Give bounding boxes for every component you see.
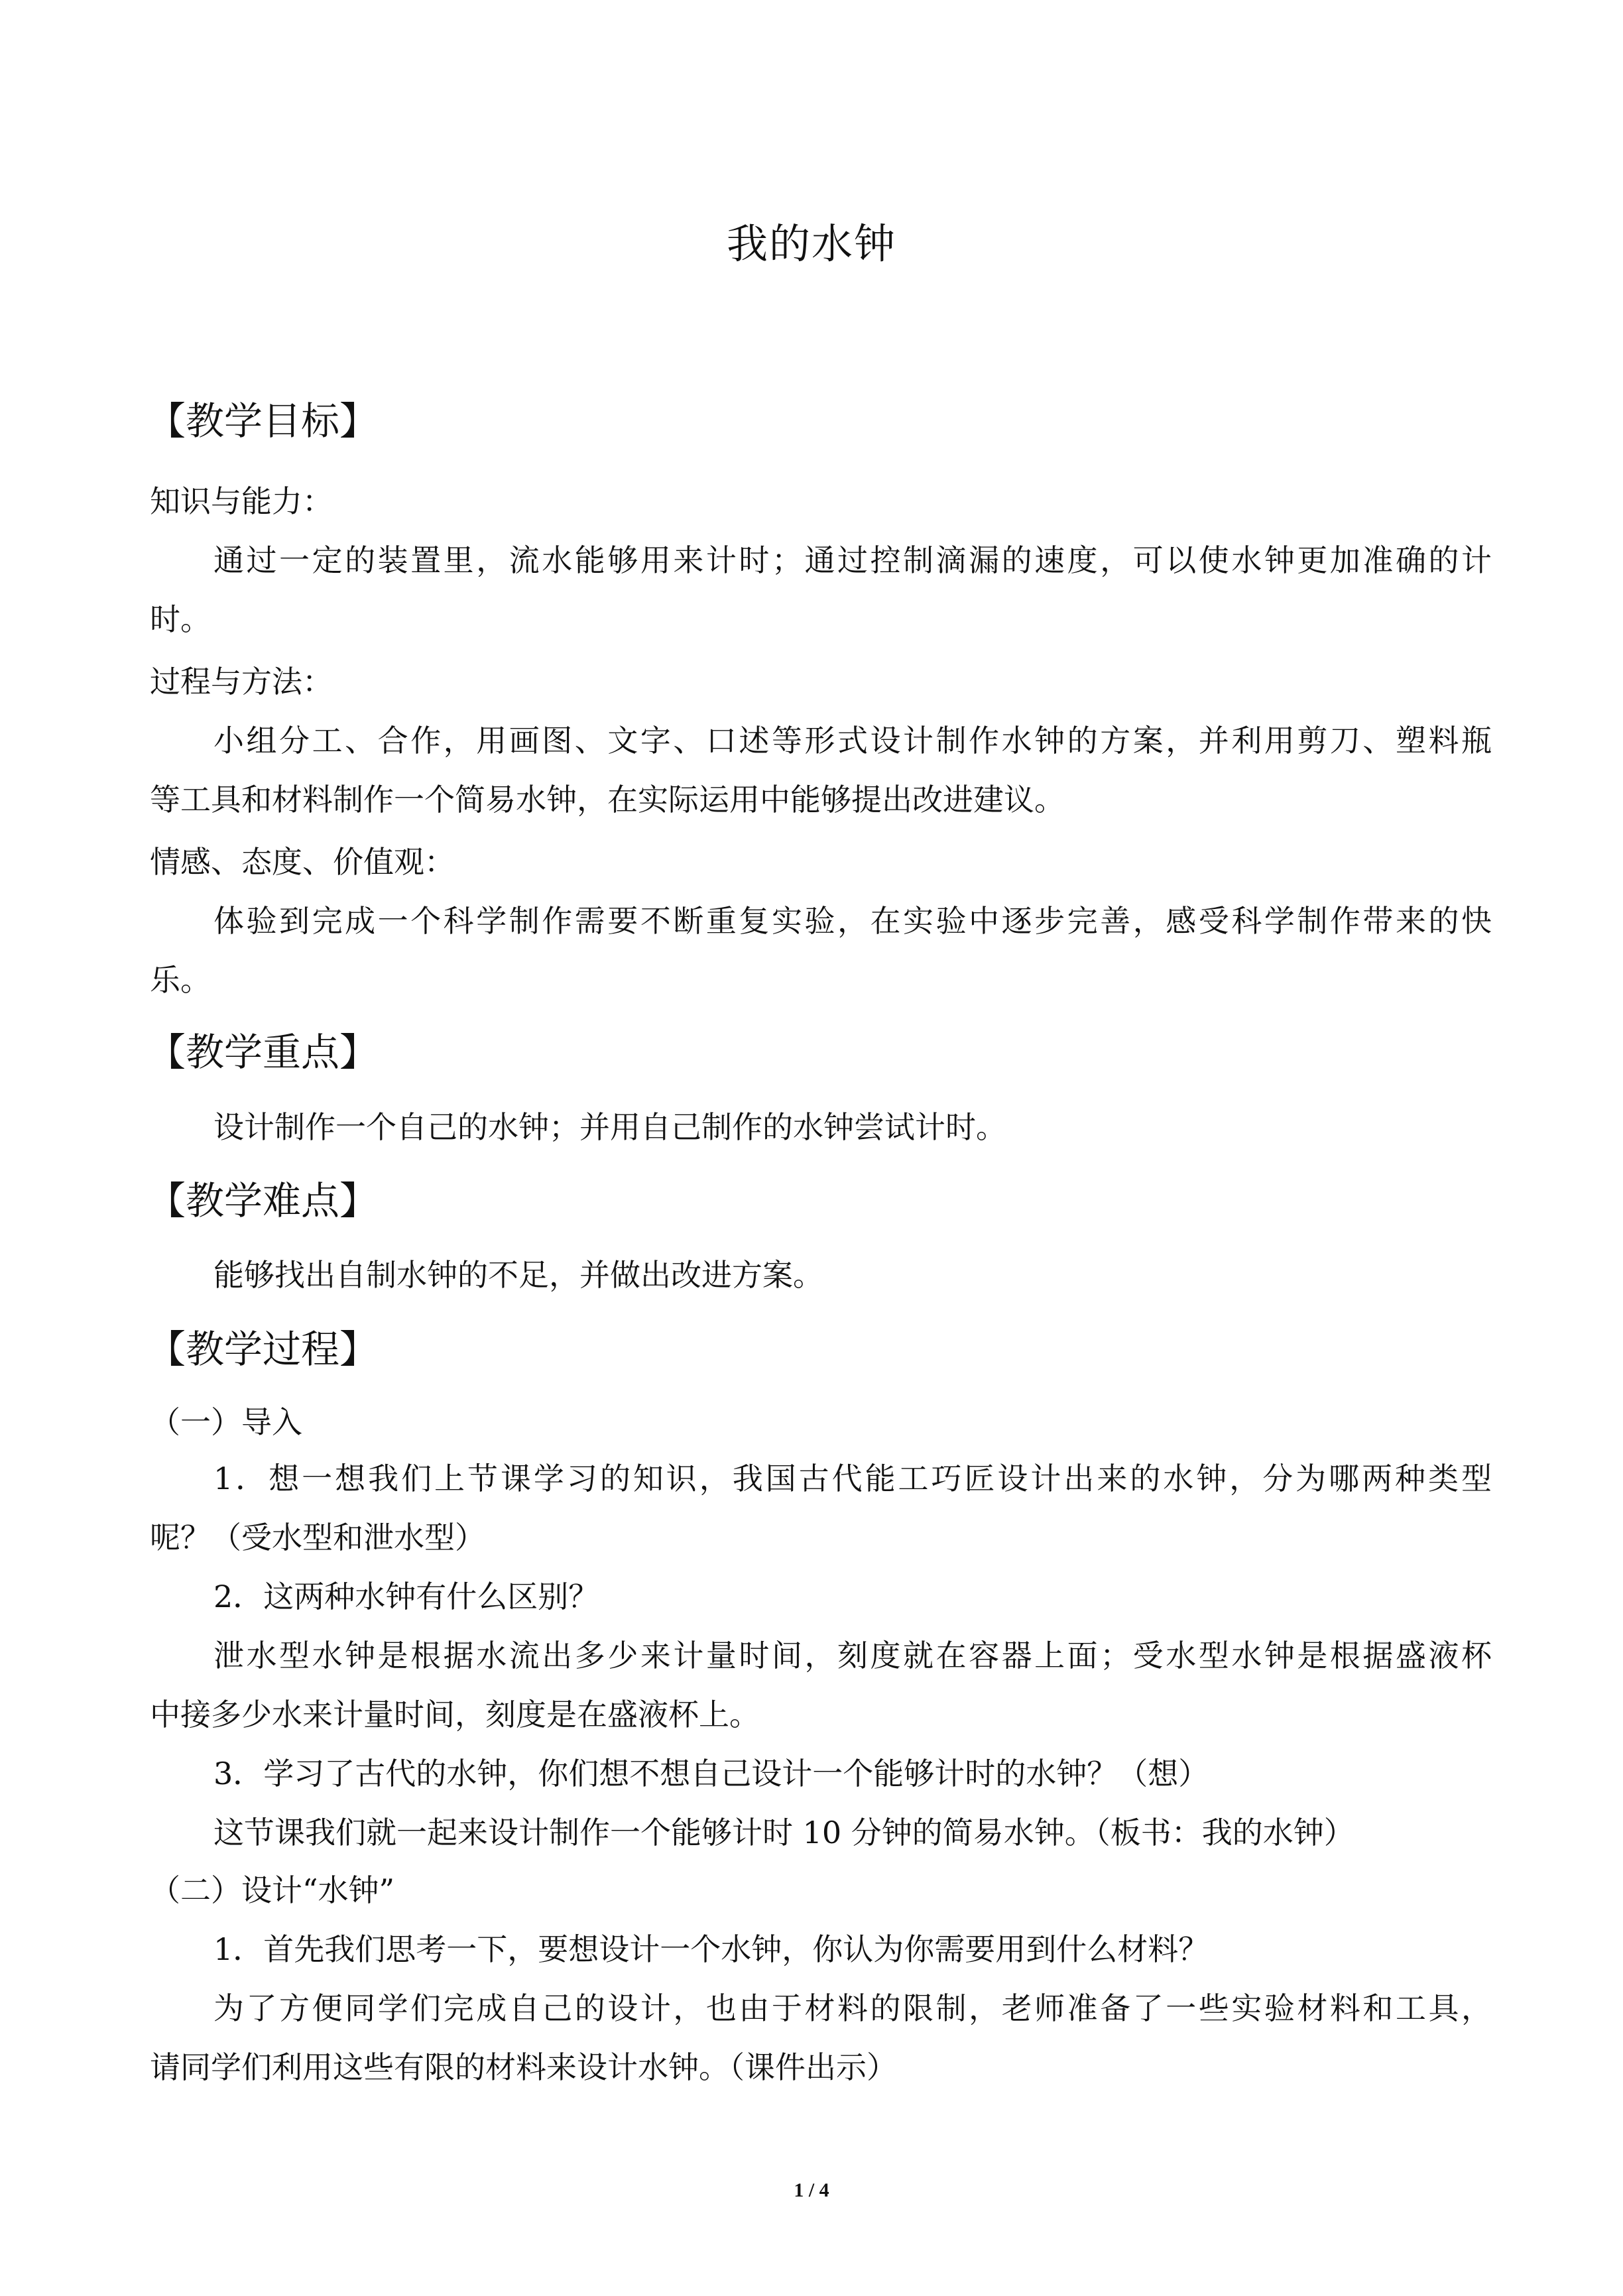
emotion-line-1: 体验到完成一个科学制作需要不断重复实验，在实验中逐步完善，感受科学制作带来的快 <box>213 903 1492 939</box>
knowledge-label: 知识与能力： <box>150 483 333 519</box>
question-2: 2．这两种水钟有什么区别？ <box>213 1579 599 1614</box>
emotion-label: 情感、态度、价值观： <box>150 844 455 880</box>
heading-key-points: 【教学重点】 <box>147 1030 379 1075</box>
knowledge-line-2: 时。 <box>150 601 211 637</box>
answer-2-line-1: 泄水型水钟是根据水流出多少来计量时间，刻度就在容器上面；受水型水钟是根据盛液杯 <box>213 1638 1492 1673</box>
process-line-2: 等工具和材料制作一个简易水钟，在实际运用中能够提出改进建议。 <box>150 782 1065 817</box>
heading-process: 【教学过程】 <box>147 1327 379 1372</box>
key-points-text: 设计制作一个自己的水钟；并用自己制作的水钟尝试计时。 <box>213 1109 1006 1145</box>
design-text-line-1: 为了方便同学们完成自己的设计，也由于材料的限制，老师准备了一些实验材料和工具， <box>213 1990 1492 2026</box>
page-number: 1 / 4 <box>794 2179 829 2201</box>
heading-difficulties: 【教学难点】 <box>147 1178 379 1223</box>
design-text-line-2: 请同学们利用这些有限的材料来设计水钟。（课件出示） <box>150 2049 897 2085</box>
design-question-1: 1．首先我们思考一下，要想设计一个水钟，你认为你需要用到什么材料？ <box>213 1931 1209 1967</box>
part1-title: （一）导入 <box>150 1404 302 1440</box>
question-1-line-1: 1．想一想我们上节课学习的知识，我国古代能工巧匠设计出来的水钟，分为哪两种类型 <box>213 1461 1492 1496</box>
question-1-line-2: 呢？（受水型和泄水型） <box>150 1520 485 1555</box>
process-label: 过程与方法： <box>150 664 333 699</box>
knowledge-line-1: 通过一定的装置里，流水能够用来计时；通过控制滴漏的速度，可以使水钟更加准确的计 <box>213 542 1492 578</box>
process-line-1: 小组分工、合作，用画图、文字、口述等形式设计制作水钟的方案，并利用剪刀、塑料瓶 <box>213 723 1492 758</box>
heading-objectives: 【教学目标】 <box>147 398 379 444</box>
difficulties-text: 能够找出自制水钟的不足，并做出改进方案。 <box>213 1257 823 1293</box>
emotion-line-2: 乐。 <box>150 962 211 998</box>
page-title: 我的水钟 <box>726 219 896 268</box>
part2-title: （二）设计“水钟” <box>150 1872 395 1908</box>
answer-2-line-2: 中接多少水来计量时间，刻度是在盛液杯上。 <box>150 1697 760 1732</box>
question-3: 3．学习了古代的水钟，你们想不想自己设计一个能够计时的水钟？（想） <box>213 1756 1209 1791</box>
intro-text: 这节课我们就一起来设计制作一个能够计时 10 分钟的简易水钟。（板书：我的水钟） <box>213 1815 1354 1850</box>
